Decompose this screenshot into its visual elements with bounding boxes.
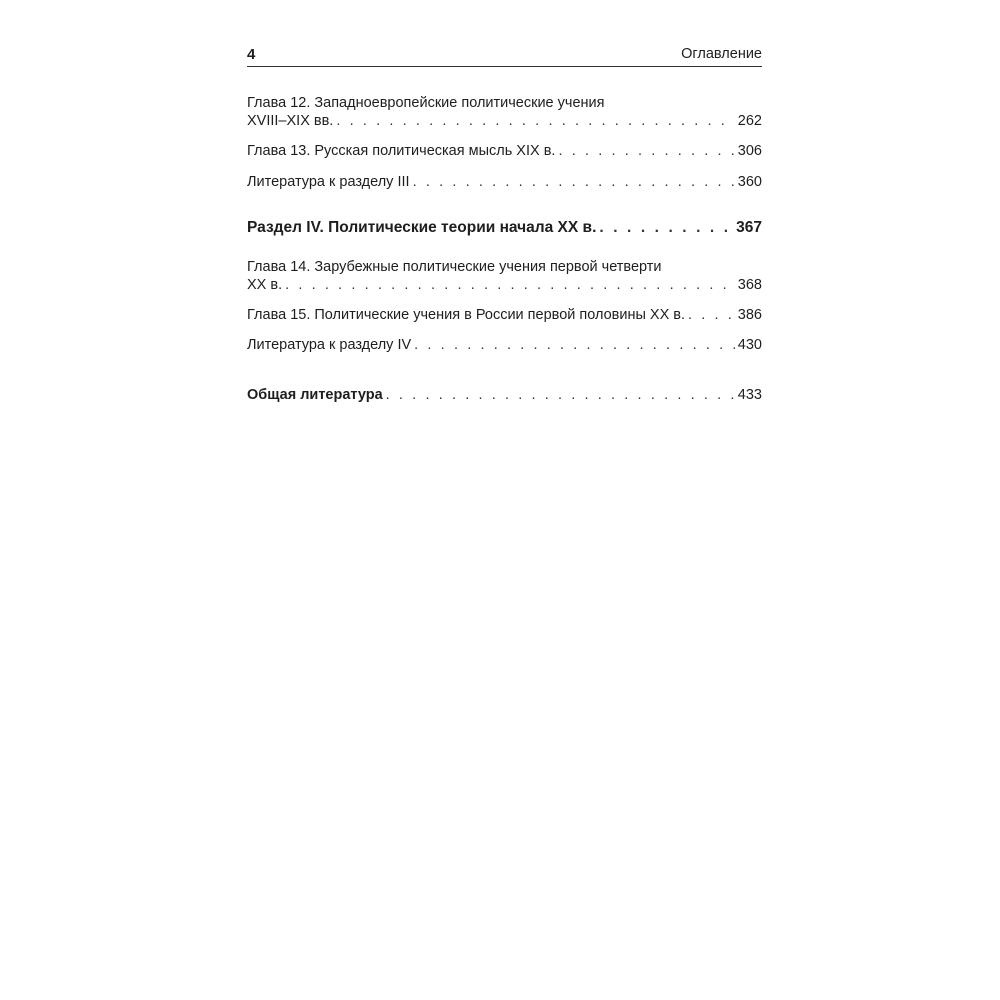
toc-leader-line bbox=[247, 276, 762, 294]
toc-entry-title: XX в. bbox=[247, 277, 283, 293]
toc-entry-chapter-12[interactable] bbox=[247, 94, 762, 130]
toc-entry-section-4[interactable] bbox=[247, 219, 762, 237]
toc-entry-general-literature[interactable] bbox=[247, 386, 762, 404]
dot-leader bbox=[599, 219, 733, 237]
toc-leader-line bbox=[247, 112, 762, 130]
toc-leader-line bbox=[247, 142, 762, 160]
toc-page-number: 430 bbox=[737, 337, 762, 353]
dot-leader bbox=[414, 336, 735, 354]
toc-entry-title-line: Глава 12. Западноевропейские политические учения bbox=[247, 95, 605, 111]
dot-leader bbox=[688, 306, 735, 324]
toc-entry-title: Глава 13. Русская политическая мысль XIX в. bbox=[247, 143, 556, 159]
toc-entry-literature-section-3[interactable] bbox=[247, 173, 762, 191]
toc-leader-line bbox=[247, 306, 762, 324]
toc-entry-title: Литература к разделу III bbox=[247, 174, 410, 190]
running-title: Оглавление bbox=[681, 46, 762, 62]
dot-leader bbox=[386, 386, 735, 404]
toc-entry-chapter-15[interactable] bbox=[247, 306, 762, 324]
toc-leader-line bbox=[247, 219, 762, 237]
dot-leader bbox=[285, 276, 735, 294]
toc-leader-line bbox=[247, 386, 762, 404]
toc-page-number: 368 bbox=[737, 277, 762, 293]
dot-leader bbox=[413, 173, 735, 191]
toc-entry-title: Литература к разделу IV bbox=[247, 337, 412, 353]
toc-section-title: Раздел IV. Политические теории начала XX в. bbox=[247, 219, 597, 236]
dot-leader bbox=[558, 142, 734, 160]
toc-page-number: 262 bbox=[737, 113, 762, 129]
page-number: 4 bbox=[247, 46, 256, 63]
toc-entry-title: XVIII–XIX вв. bbox=[247, 113, 334, 129]
toc-leader-line bbox=[247, 173, 762, 191]
toc-leader-line bbox=[247, 336, 762, 354]
toc-entry-title: Глава 15. Политические учения в России первой половины XX в. bbox=[247, 307, 686, 323]
toc-entry-title-line: Глава 14. Зарубежные политические учения первой четверти bbox=[247, 259, 662, 275]
toc-page-number: 433 bbox=[737, 387, 762, 403]
toc-page-number: 367 bbox=[736, 219, 762, 236]
toc-entry-chapter-14[interactable] bbox=[247, 258, 762, 294]
toc-entry-title: Общая литература bbox=[247, 387, 383, 403]
toc-page-number: 386 bbox=[737, 307, 762, 323]
running-head bbox=[247, 44, 762, 67]
toc-entry-chapter-13[interactable] bbox=[247, 142, 762, 160]
dot-leader bbox=[336, 112, 734, 130]
toc-entry-literature-section-4[interactable] bbox=[247, 336, 762, 354]
toc-page-number: 306 bbox=[737, 143, 762, 159]
toc-page-number: 360 bbox=[737, 174, 762, 190]
